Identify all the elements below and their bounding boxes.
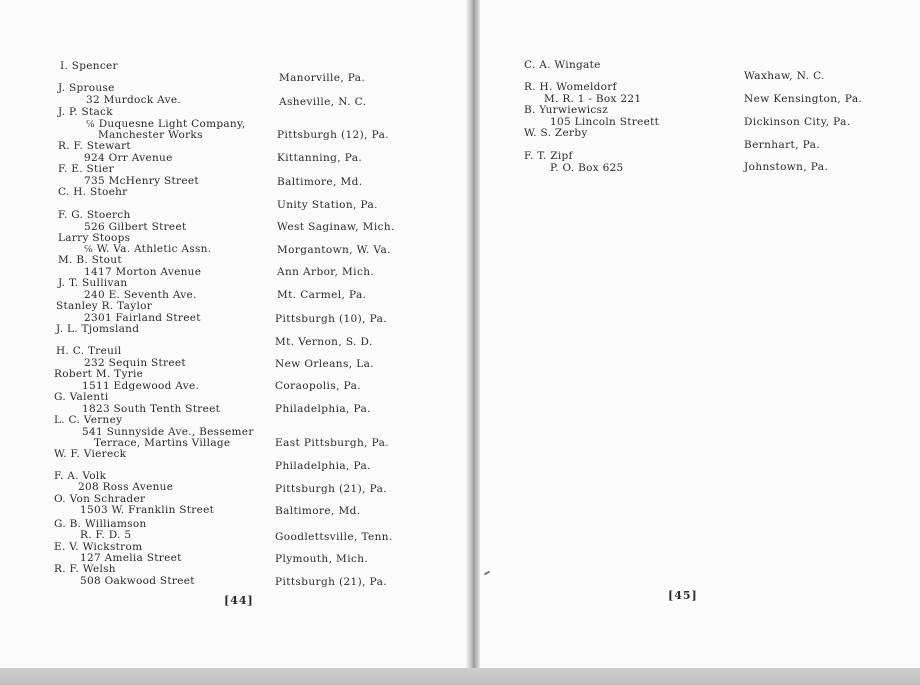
entry-location: Waxhaw, N. C. xyxy=(744,70,825,82)
entry-location: Manorville, Pa. xyxy=(279,72,366,84)
entry-address: 127 Amelia Street xyxy=(80,552,182,564)
entry-location: Plymouth, Mich. xyxy=(275,553,369,565)
entry-location: Pittsburgh (12), Pa. xyxy=(277,129,389,141)
entry-name: J. P. Stack xyxy=(58,106,113,118)
entry-location: West Saginaw, Mich. xyxy=(277,221,395,233)
entry-location: Mt. Vernon, S. D. xyxy=(275,336,373,348)
entry-name: J. T. Sullivan xyxy=(58,277,128,289)
entry-location: Pittsburgh (21), Pa. xyxy=(275,576,387,588)
entry-location: Ann Arbor, Mich. xyxy=(277,266,375,278)
entry-name: R. H. Womeldorf xyxy=(524,81,617,93)
entry-location: Kittanning, Pa. xyxy=(277,152,363,164)
entry-name: Robert M. Tyrie xyxy=(54,368,144,380)
entry-name: M. B. Stout xyxy=(58,254,122,266)
entry-location: Unity Station, Pa. xyxy=(277,199,378,211)
entry-location: Pittsburgh (21), Pa. xyxy=(275,483,387,495)
entry-name: F. A. Volk xyxy=(54,470,107,482)
page-bottom-edge xyxy=(0,668,920,685)
entry-address: 1823 South Tenth Street xyxy=(82,403,221,415)
entry-address: 32 Murdock Ave. xyxy=(86,94,181,106)
entry-name: F. T. Zipf xyxy=(524,150,573,162)
entry-address: 924 Orr Avenue xyxy=(84,152,173,164)
entry-address: ℅ W. Va. Athletic Assn. xyxy=(84,243,212,255)
entry-location: Mt. Carmel, Pa. xyxy=(277,289,367,301)
entry-name: J. L. Tjomsland xyxy=(56,323,140,335)
entry-name: Larry Stoops xyxy=(58,232,131,244)
book-gutter xyxy=(466,0,480,685)
entry-name: I. Spencer xyxy=(60,60,118,72)
entry-name: W. F. Viereck xyxy=(54,448,127,460)
entry-address: 508 Oakwood Street xyxy=(80,575,195,587)
entry-name: L. C. Verney xyxy=(54,414,123,426)
entry-address: ℅ Duquesne Light Company, xyxy=(86,118,246,130)
entry-location: Dickinson City, Pa. xyxy=(744,116,851,128)
entry-location: Goodlettsville, Tenn. xyxy=(275,531,393,543)
entry-location: Baltimore, Md. xyxy=(277,176,363,188)
entry-name: F. E. Stier xyxy=(58,163,114,175)
entry-name: J. Sprouse xyxy=(58,82,115,94)
entry-address: 735 McHenry Street xyxy=(84,175,199,187)
entry-address: 1417 Morton Avenue xyxy=(84,266,202,278)
entry-location: Pittsburgh (10), Pa. xyxy=(275,313,387,325)
entry-name: O. Von Schrader xyxy=(54,493,146,505)
entry-address: 208 Ross Avenue xyxy=(78,481,174,493)
entry-address: 1511 Edgewood Ave. xyxy=(82,380,200,392)
entry-name: G. B. Williamson xyxy=(54,518,147,530)
entry-name: C. A. Wingate xyxy=(524,59,601,71)
entry-address: 240 E. Seventh Ave. xyxy=(84,289,197,301)
entry-address: M. R. 1 - Box 221 xyxy=(544,93,642,105)
entry-name: W. S. Zerby xyxy=(524,127,588,139)
entry-name: E. V. Wickstrom xyxy=(54,541,143,553)
entry-name: Stanley R. Taylor xyxy=(56,300,153,312)
entry-location: Coraopolis, Pa. xyxy=(275,380,361,392)
entry-address: P. O. Box 625 xyxy=(550,162,624,174)
entry-location: New Kensington, Pa. xyxy=(744,93,863,105)
entry-name: H. C. Treuil xyxy=(56,345,122,357)
entry-location: Asheville, N. C. xyxy=(279,96,367,108)
bleed-through xyxy=(828,355,868,415)
entry-location: Baltimore, Md. xyxy=(275,505,361,517)
entry-name: B. Yurwiewicsz xyxy=(524,104,609,116)
entry-address: 1503 W. Franklin Street xyxy=(80,504,215,516)
entry-location: Morgantown, W. Va. xyxy=(277,244,391,256)
entry-address: 526 Gilbert Street xyxy=(84,221,187,233)
entry-name: F. G. Stoerch xyxy=(58,209,131,221)
entry-location: New Orleans, La. xyxy=(275,358,374,370)
entry-name: G. Valenti xyxy=(54,391,109,403)
entry-address: 105 Lincoln Streett xyxy=(550,116,660,128)
entry-name: R. F. Welsh xyxy=(54,563,116,575)
entry-name: C. H. Stoehr xyxy=(58,186,128,198)
entry-location: East Pittsburgh, Pa. xyxy=(275,437,389,449)
page-number: [45] xyxy=(668,589,698,602)
entry-address: 232 Sequin Street xyxy=(84,357,186,369)
entry-location: Philadelphia, Pa. xyxy=(275,460,371,472)
entry-location: Johnstown, Pa. xyxy=(744,161,829,173)
entry-address: Manchester Works xyxy=(98,129,203,141)
entry-address: 2301 Fairland Street xyxy=(84,312,201,324)
entry-address: R. F. D. 5 xyxy=(80,529,132,541)
page-number: [44] xyxy=(224,594,254,607)
entry-address: Terrace, Martins Village xyxy=(94,437,231,449)
entry-address: 541 Sunnyside Ave., Bessemer xyxy=(82,426,254,438)
entry-location: Bernhart, Pa. xyxy=(744,139,821,151)
entry-name: R. F. Stewart xyxy=(58,140,131,152)
entry-location: Philadelphia, Pa. xyxy=(275,403,371,415)
